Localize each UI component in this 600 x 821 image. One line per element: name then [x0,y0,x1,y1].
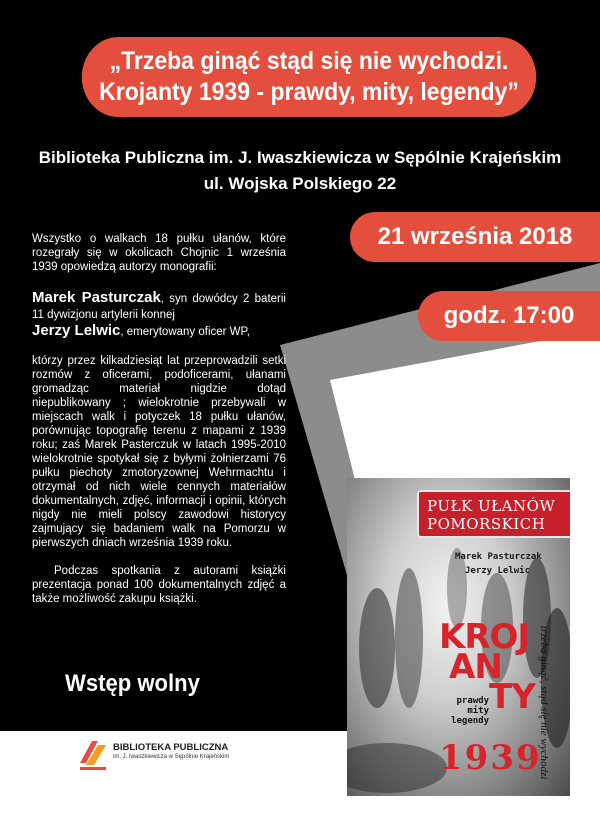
title-line-1: „Trzeba ginąć stąd się nie wychodzi. [109,47,509,75]
description-paragraph: którzy przez kilkadziesiąt lat przeprowadzili setki rozmów z oficerami, podoficerami, ułanami gromadząc materiał nigdzie dotąd niepublikowany ; wielokrotnie przebywali w miejscach walk i potyczek 18 pułku ułanów, porównując topografię terenu z mapami z 1939 roku; zaś Marek Pasterczuk w latach 1995-2010 wielokrotnie spotykał się z byłymi żołnierzami 76 pułku piechoty zmotoryzownej Wehrmachtu i otrzymał od nich wiele cennych materiałów dokumentalnych, zdjęć, informacji i opinii, których nigdy nie mieli polscy zawodowi historycy zajmujący się badaniem walk na Pomorzu w pierwszych dniach września 1939 roku. [32,355,286,549]
book-author-1: Marek Pasturczak [455,552,542,562]
book-subtitle-1: prawdy [456,696,489,706]
authors-paragraph [32,290,286,340]
book-authors [455,550,542,578]
event-info-paragraph: Podczas spotkania z autorami książki prezentacja ponad 100 dokumentalnych zdjęć a także możliwość zakupu książki. [32,565,286,605]
sign-line-2: POMORSKICH [427,515,546,533]
event-time: godz. 17:00 [418,291,600,341]
logo-subtitle: im. J. Iwaszkiewicza w Sępólnie Krajeńskim [113,754,230,760]
sign-line-1: PUŁK UŁANÓW [427,497,556,515]
book-title-line-3: TY [489,677,535,717]
author-2-name: Jerzy Lelwic [32,322,121,339]
body-text [32,232,286,606]
book-title-line-2: AN [449,647,502,687]
event-title [82,37,536,117]
logo-title: BIBLIOTEKA PUBLICZNA [113,742,229,753]
book-subtitle-3: legendy [451,716,489,726]
library-address: ul. Wojska Polskiego 22 [203,174,397,193]
event-date: 21 września 2018 [350,212,600,262]
author-2-desc: , emerytowany oficer WP, [120,326,250,338]
author-1-desc: , syn dowódcy 2 baterii 11 dywizjonu artylerii konnej [32,293,286,321]
book-vertical-text: trzeba ginąć, stąd się nie wychodzi [538,626,550,780]
book-sign [417,490,570,538]
book-author-2: Jerzy Lelwic [465,566,531,576]
book-cover [347,478,570,796]
book-year: 1939 [439,738,542,778]
free-entry-label: Wstęp wolny [65,670,200,697]
intro-paragraph: Wszystko o walkach 18 pułku ułanów, które rozegrały się w okolicach Chojnic 1 września 1939 opowiedzą autorzy monografii: [32,233,286,273]
author-1-name: Marek Pasturczak [32,289,161,306]
book-subtitle-2: mity [467,706,489,716]
title-line-2: Krojanty 1939 - prawdy, mity, legendy” [99,78,519,106]
book-title-line-1: KROJ [439,617,530,657]
book-subtitle [443,696,489,726]
library-name: Biblioteka Publiczna im. J. Iwaszkiewicza w Sępólnie Krajeńskim [38,148,562,167]
